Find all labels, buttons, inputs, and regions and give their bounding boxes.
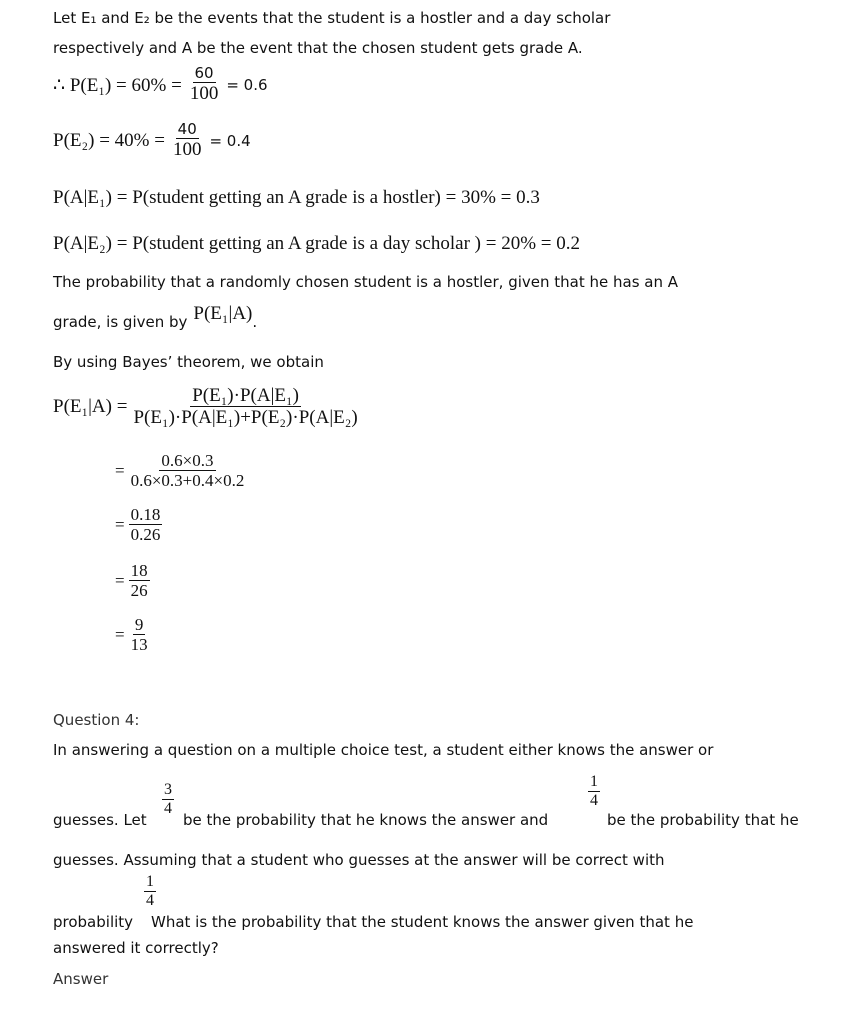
bayes-num: P(E₁)·P(A|E₁) bbox=[192, 385, 299, 406]
question-4-line-1: In answering a question on a multiple choice test, a student either knows the answer or bbox=[53, 741, 714, 759]
step-3-eq: = bbox=[115, 571, 125, 591]
step-3-num: 18 bbox=[130, 561, 148, 580]
frac-guess-num: 1 bbox=[590, 773, 598, 790]
prob-e2-rhs: = 0.4 bbox=[209, 132, 251, 151]
prob-e2-fraction bbox=[171, 122, 204, 161]
q4-guesses-let: guesses. Let bbox=[53, 811, 147, 829]
step-3-fraction bbox=[129, 562, 150, 600]
step-4-den: 13 bbox=[130, 634, 148, 654]
prob-e2-equation bbox=[53, 122, 251, 161]
frac-guess-den: 4 bbox=[590, 791, 598, 809]
answer-label: Answer bbox=[53, 970, 109, 988]
prob-e2-num: 40 bbox=[177, 120, 197, 138]
q4-probability-label: probability bbox=[53, 913, 134, 931]
prob-e1-num: 60 bbox=[194, 64, 214, 82]
bayes-den: P(E₁)·P(A|E₁)+P(E₂)·P(A|E₂) bbox=[133, 406, 358, 428]
step-2-den: 0.26 bbox=[130, 524, 161, 544]
step-4 bbox=[115, 616, 150, 654]
hostler-question-line-1: The probability that a randomly chosen student is a hostler, given that he has an A bbox=[53, 273, 679, 291]
intro-line-2: respectively and A be the event that the chosen student gets grade A. bbox=[53, 39, 583, 57]
question-4-line-5: answered it correctly? bbox=[53, 939, 219, 957]
bayes-formula bbox=[53, 386, 360, 429]
cond-a-e1: P(A|E₁) = P(student getting an A grade is a hostler) = 30% = 0.3 bbox=[53, 187, 540, 208]
prob-e2-lhs: P(E₂) = 40% = bbox=[53, 130, 165, 152]
bayes-lhs: P(E₁|A) = bbox=[53, 396, 128, 418]
step-2-eq: = bbox=[115, 515, 125, 535]
prob-e2-den: 100 bbox=[172, 138, 202, 160]
frac-know-num: 3 bbox=[164, 781, 172, 798]
given-by-period: . bbox=[252, 313, 258, 331]
frac-know bbox=[162, 782, 174, 818]
step-3-den: 26 bbox=[130, 580, 148, 600]
prob-e1-den: 100 bbox=[189, 82, 219, 104]
hostler-question-line-2 bbox=[53, 303, 257, 333]
prob-e1-fraction bbox=[188, 66, 221, 105]
frac-know-den: 4 bbox=[164, 799, 172, 817]
step-4-fraction bbox=[129, 616, 150, 654]
frac-correct bbox=[144, 874, 156, 910]
question-4-heading: Question 4: bbox=[53, 711, 140, 729]
given-by-expression: P(E₁|A) bbox=[193, 303, 253, 324]
q4-question-text: What is the probability that the student knows the answer given that he bbox=[151, 913, 694, 931]
step-1-fraction bbox=[129, 452, 247, 490]
prob-e1-equation bbox=[53, 66, 268, 105]
step-1 bbox=[115, 452, 246, 490]
q4-knows-text: be the probability that he knows the answer and bbox=[183, 811, 549, 829]
given-by-text: grade, is given by bbox=[53, 313, 188, 331]
frac-correct-num: 1 bbox=[146, 873, 154, 890]
frac-guess bbox=[588, 774, 600, 810]
step-2 bbox=[115, 506, 162, 544]
prob-e1-lhs: ∴ P(E₁) = 60% = bbox=[53, 74, 182, 96]
frac-correct-den: 4 bbox=[146, 891, 154, 909]
prob-e1-rhs: = 0.6 bbox=[226, 76, 268, 95]
step-2-fraction bbox=[129, 506, 163, 544]
q4-guess-text: be the probability that he bbox=[607, 811, 799, 829]
bayes-intro: By using Bayes’ theorem, we obtain bbox=[53, 353, 324, 371]
intro-line-1: Let E₁ and E₂ be the events that the student is a hostler and a day scholar bbox=[53, 9, 611, 27]
question-4-line-3: guesses. Assuming that a student who guesses at the answer will be correct with bbox=[53, 851, 665, 869]
step-3 bbox=[115, 562, 150, 600]
step-2-num: 0.18 bbox=[130, 505, 161, 524]
step-1-num: 0.6×0.3 bbox=[161, 451, 214, 470]
step-4-num: 9 bbox=[134, 615, 144, 634]
bayes-fraction bbox=[131, 386, 359, 429]
cond-a-e2: P(A|E₂) = P(student getting an A grade is a day scholar ) = 20% = 0.2 bbox=[53, 233, 580, 254]
step-1-den: 0.6×0.3+0.4×0.2 bbox=[130, 470, 245, 490]
step-4-eq: = bbox=[115, 625, 125, 645]
step-1-eq: = bbox=[115, 461, 125, 481]
